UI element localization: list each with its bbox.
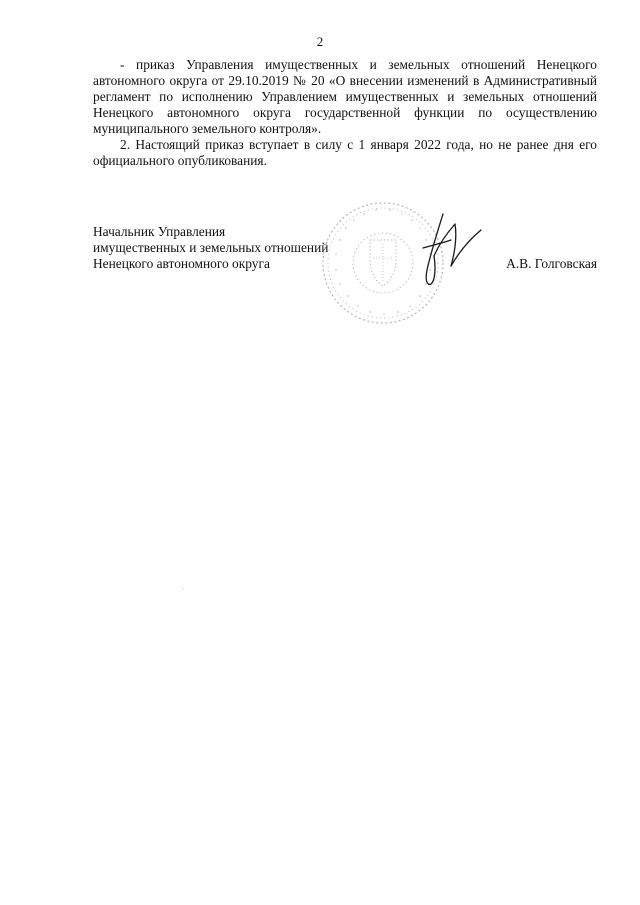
paragraph-effective-date: 2. Настоящий приказ вступает в силу с 1 января 2022 года, но не ранее дня его официального опубликования.	[93, 137, 597, 168]
page-number: 2	[316, 34, 324, 49]
paragraph-amendment-item: - приказ Управления имущественных и земельных отношений Ненецкого автономного округа от 29.10.2019 № 20 «О внесении изменений в Административный регламент по исполнению Управлением имущественных и земельных отношений Ненецкого автономного округа государственной функции по осуществлению муниципального земельного контроля».	[93, 57, 597, 136]
handwritten-signature-icon	[405, 212, 485, 290]
scan-speck	[183, 588, 184, 589]
signatory-title-line: имущественных и земельных отношений	[93, 240, 329, 255]
signatory-name: А.В. Голговская	[506, 256, 597, 271]
signatory-title-line: Ненецкого автономного округа	[93, 256, 270, 271]
body-text	[93, 57, 597, 169]
signatory-title-line: Начальник Управления	[93, 224, 226, 239]
signatory-title	[93, 224, 328, 272]
